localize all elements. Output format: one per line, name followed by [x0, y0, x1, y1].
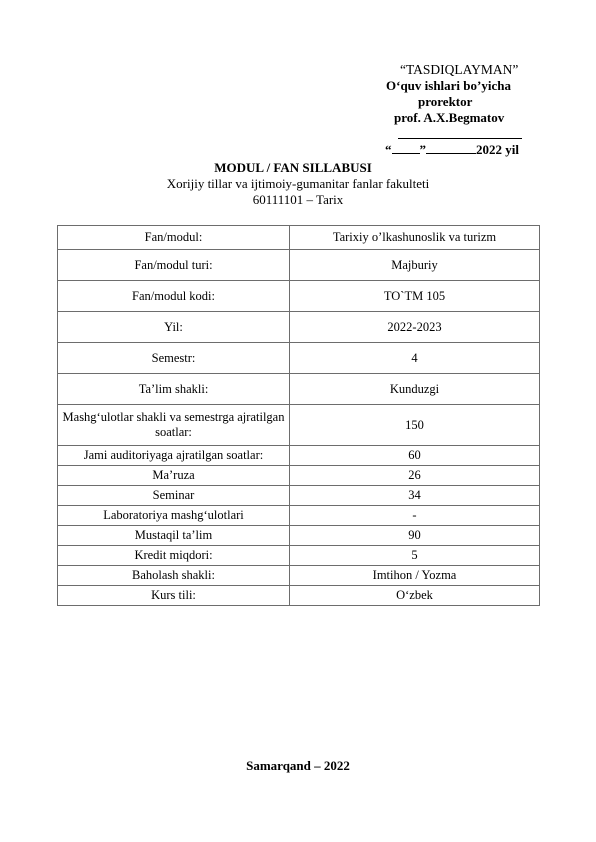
table-row: [58, 405, 540, 446]
row-label: Fan/modul turi:: [58, 250, 290, 281]
row-label: Fan/modul kodi:: [58, 281, 290, 312]
row-label: Kurs tili:: [58, 586, 290, 606]
date-open-quote: “: [385, 142, 392, 157]
row-value: 90: [290, 526, 540, 546]
row-value: TO`TM 105: [290, 281, 540, 312]
document-title: MODUL / FAN SILLABUSI: [214, 160, 372, 175]
date-month-blank: [426, 142, 476, 154]
row-label: Ta’lim shakli:: [58, 374, 290, 405]
row-value: 26: [290, 466, 540, 486]
row-value: 2022-2023: [290, 312, 540, 343]
table-row: [58, 546, 540, 566]
row-value: 5: [290, 546, 540, 566]
date-close-quote: ”: [419, 142, 426, 157]
table-row: [58, 466, 540, 486]
table-row: [58, 566, 540, 586]
table-row: [58, 312, 540, 343]
approval-role-line2: prorektor: [418, 94, 473, 109]
row-label: Baholash shakli:: [58, 566, 290, 586]
approval-date: [360, 142, 560, 158]
row-value: -: [290, 506, 540, 526]
row-label: Jami auditoriyaga ajratilgan soatlar:: [58, 446, 290, 466]
row-label: Mustaqil ta’lim: [58, 526, 290, 546]
table-row: [58, 506, 540, 526]
approval-role-line1: O‘quv ishlari bo’yicha: [386, 78, 511, 93]
row-label: Semestr:: [58, 343, 290, 374]
place-and-year: Samarqand – 2022: [246, 758, 350, 773]
row-label: Ma’ruza: [58, 466, 290, 486]
row-label: Laboratoriya mashg‘ulotlari: [58, 506, 290, 526]
approval-title: “TASDIQLAYMAN”: [400, 62, 519, 77]
approver-name: prof. A.X.Begmatov: [394, 110, 505, 125]
row-value: 60: [290, 446, 540, 466]
row-value: 150: [290, 405, 540, 446]
table-row: [58, 486, 540, 506]
row-value: Majburiy: [290, 250, 540, 281]
program-code: 60111101 – Tarix: [252, 192, 344, 207]
syllabus-heading: [0, 160, 596, 208]
faculty-name: Xorijiy tillar va ijtimoiy-gumanitar fanlar fakulteti: [166, 176, 430, 191]
date-year: 2022 yil: [476, 142, 519, 157]
row-value: Kunduzgi: [290, 374, 540, 405]
syllabus-table: [57, 225, 540, 606]
table-row: [58, 281, 540, 312]
row-label: Fan/modul:: [58, 226, 290, 250]
table-row: [58, 526, 540, 546]
table-row: [58, 586, 540, 606]
row-label: Mashg‘ulotlar shakli va semestrga ajratilgan soatlar:: [58, 405, 290, 446]
table-row: [58, 226, 540, 250]
row-label: Kredit miqdori:: [58, 546, 290, 566]
table-row: [58, 446, 540, 466]
row-value: 34: [290, 486, 540, 506]
row-label: Yil:: [58, 312, 290, 343]
approval-block: [360, 62, 560, 158]
row-value: Imtihon / Yozma: [290, 566, 540, 586]
row-value: Tarixiy o’lkashunoslik va turizm: [290, 226, 540, 250]
signature-line: [398, 126, 522, 139]
table-row: [58, 343, 540, 374]
date-day-blank: [392, 142, 420, 154]
row-value: 4: [290, 343, 540, 374]
table-row: [58, 250, 540, 281]
table-row: [58, 374, 540, 405]
row-value: O‘zbek: [290, 586, 540, 606]
row-label: Seminar: [58, 486, 290, 506]
